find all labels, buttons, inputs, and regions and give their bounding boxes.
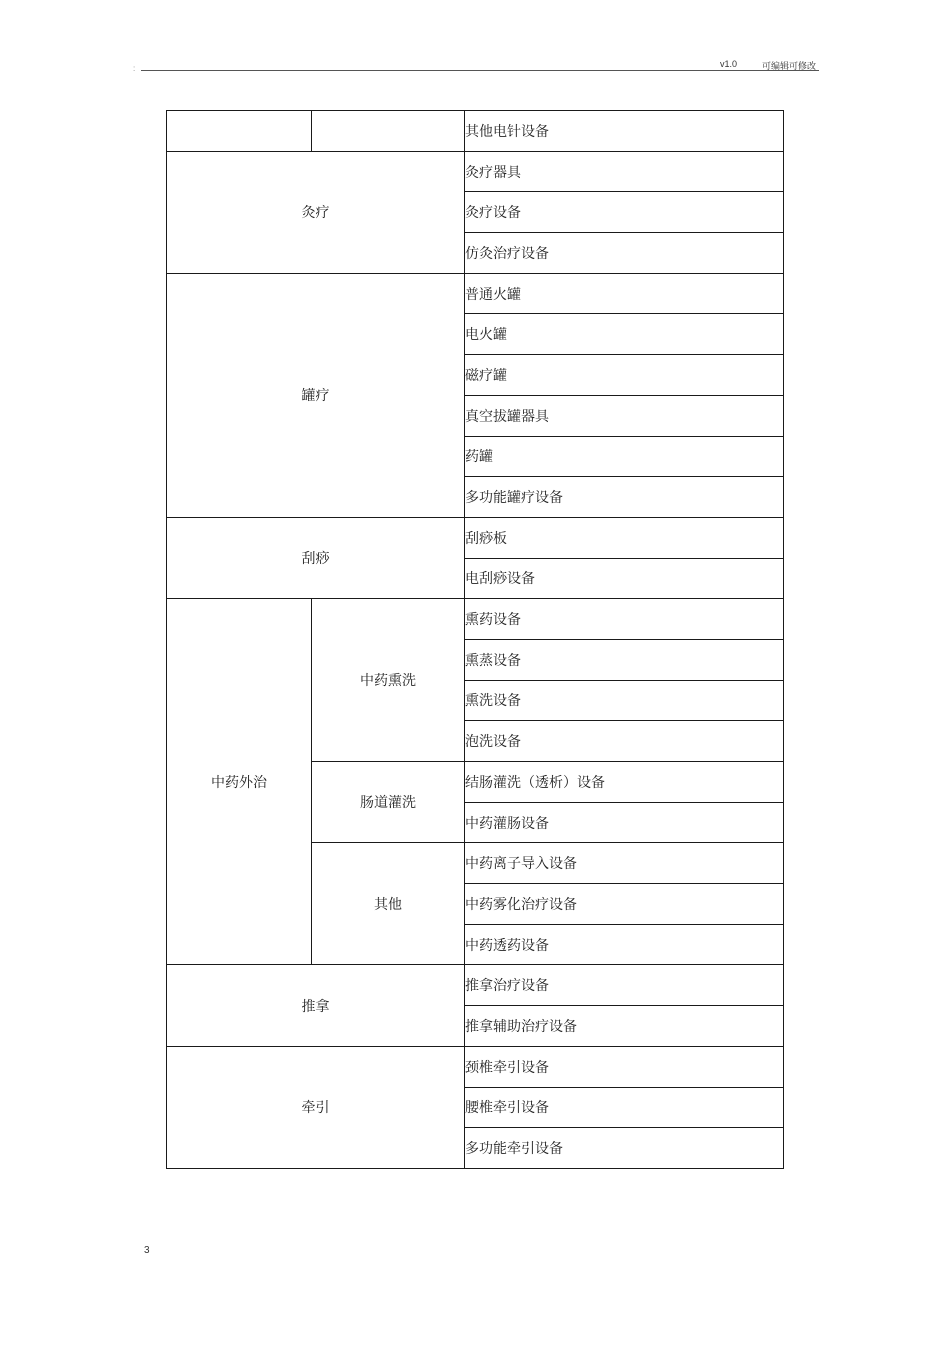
header-rule [141, 70, 819, 71]
page-number: 3 [144, 1245, 150, 1256]
table-row [167, 151, 784, 192]
item-cell: 多功能牵引设备 [465, 1128, 784, 1169]
subcategory-cell: 肠道灌洗 [312, 762, 465, 843]
item-cell: 中药透药设备 [465, 924, 784, 965]
item-cell: 其他电针设备 [465, 111, 784, 152]
item-cell: 中药灌肠设备 [465, 802, 784, 843]
item-cell: 药罐 [465, 436, 784, 477]
header-version: v1.0 [720, 59, 738, 69]
table-row [167, 111, 784, 152]
category-cell: 牵引 [167, 1046, 465, 1168]
item-cell: 推拿辅助治疗设备 [465, 1006, 784, 1047]
empty-cell [312, 111, 465, 152]
category-cell: 推拿 [167, 965, 465, 1046]
subcategory-cell: 中药熏洗 [312, 599, 465, 762]
item-cell: 仿灸治疗设备 [465, 233, 784, 274]
empty-cell [167, 111, 312, 152]
table-row [167, 965, 784, 1006]
item-cell: 磁疗罐 [465, 355, 784, 396]
category-cell: 灸疗 [167, 151, 465, 273]
item-cell: 真空拔罐器具 [465, 395, 784, 436]
item-cell: 中药离子导入设备 [465, 843, 784, 884]
item-cell: 电火罐 [465, 314, 784, 355]
item-cell: 熏洗设备 [465, 680, 784, 721]
item-cell: 刮痧板 [465, 517, 784, 558]
item-cell: 中药雾化治疗设备 [465, 884, 784, 925]
category-cell: 刮痧 [167, 517, 465, 598]
item-cell: 熏蒸设备 [465, 639, 784, 680]
table-row [167, 517, 784, 558]
item-cell: 灸疗设备 [465, 192, 784, 233]
category-cell: 中药外治 [167, 599, 312, 965]
item-cell: 结肠灌洗（透析）设备 [465, 762, 784, 803]
subcategory-cell: 其他 [312, 843, 465, 965]
item-cell: 熏药设备 [465, 599, 784, 640]
item-cell: 普通火罐 [465, 273, 784, 314]
item-cell: 颈椎牵引设备 [465, 1046, 784, 1087]
table-row [167, 273, 784, 314]
equipment-table [166, 110, 784, 1169]
table-row [167, 1046, 784, 1087]
item-cell: 泡洗设备 [465, 721, 784, 762]
item-cell: 电刮痧设备 [465, 558, 784, 599]
header-editable-note: 可编辑可修改 [762, 62, 817, 72]
item-cell: 推拿治疗设备 [465, 965, 784, 1006]
item-cell: 灸疗器具 [465, 151, 784, 192]
header-mark: : [133, 64, 136, 73]
item-cell: 腰椎牵引设备 [465, 1087, 784, 1128]
table-row [167, 599, 784, 640]
category-cell: 罐疗 [167, 273, 465, 517]
item-cell: 多功能罐疗设备 [465, 477, 784, 518]
